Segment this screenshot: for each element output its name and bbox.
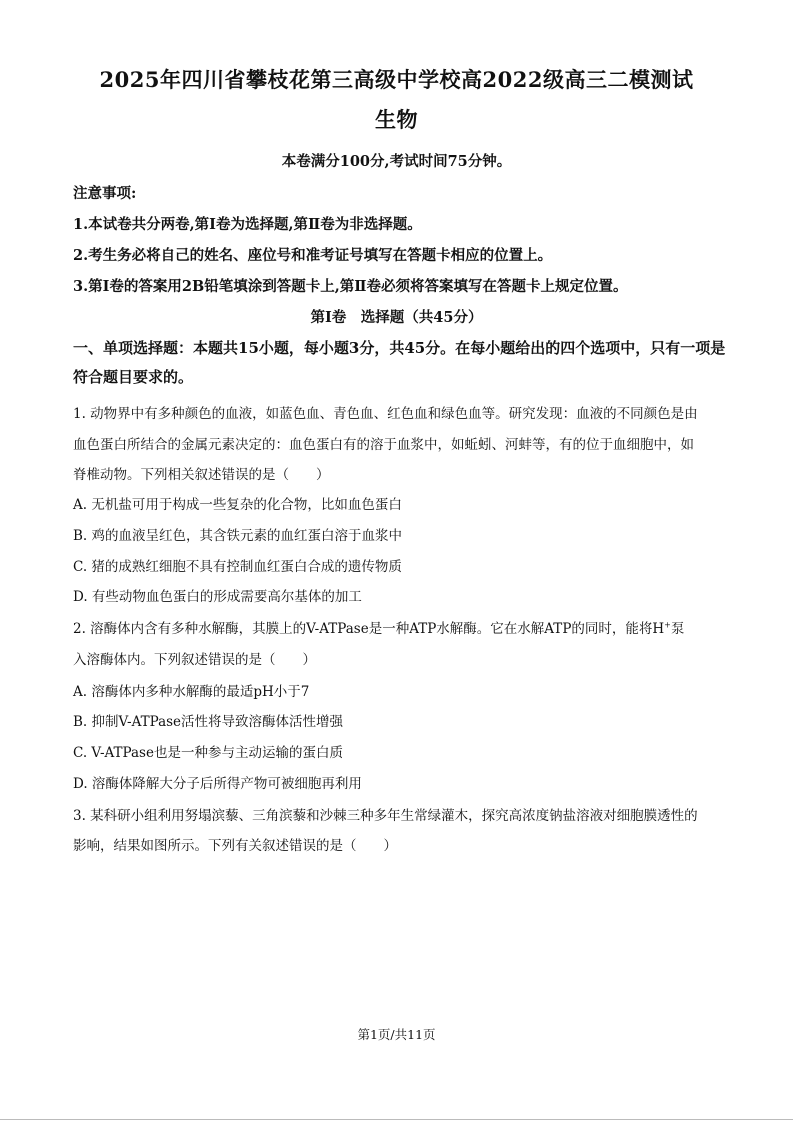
q1-stem-line-2: 血色蛋白所结合的金属元素决定的：血色蛋白有的溶于血浆中，如蚯蚓、河蚌等，有的位于血细胞中，如	[73, 437, 694, 453]
bottom-divider	[0, 1119, 793, 1120]
note-item-3: 3.第Ⅰ卷的答案用2B铅笔填涂到答题卡上,第Ⅱ卷必须将答案填写在答题卡上规定位置。	[73, 278, 628, 295]
part1-instruction: 一、单项选择题：本题共15小题，每小题3分，共45分。在每小题给出的四个选项中，只有一项是符合题目要求的。	[73, 339, 726, 386]
notes-heading: 注意事项:	[73, 185, 137, 202]
q2-option-d: D. 溶酶体降解大分子后所得产物可被细胞再利用	[73, 776, 362, 792]
q1-stem-line-3: 脊椎动物。下列相关叙述错误的是（ ）	[73, 467, 330, 483]
q1-option-b: B. 鸡的血液呈红色，其含铁元素的血红蛋白溶于血浆中	[73, 528, 403, 544]
q2-stem-line-2: 入溶酶体内。下列叙述错误的是（ ）	[73, 652, 316, 668]
q2-stem-line-1-end: 泵	[670, 621, 685, 637]
q2-option-a: A. 溶酶体内多种水解酶的最适pH小于7	[73, 684, 310, 700]
note-item-2: 2.考生务必将自己的姓名、座位号和准考证号填写在答题卡相应的位置上。	[73, 247, 553, 264]
part1-title: 第Ⅰ卷 选择题（共45分）	[310, 309, 483, 326]
q2-hydrogen-charge: +	[664, 620, 671, 630]
q3-stem-line-2: 影响，结果如图所示。下列有关叙述错误的是（ ）	[73, 838, 397, 854]
q2-stem-line-1-text: 2. 溶酶体内含有多种水解酶，其膜上的V-ATPase是一种ATP水解酶。它在水解ATP的同时，能将H	[73, 621, 665, 637]
q1-option-a: A. 无机盐可用于构成一些复杂的化合物，比如血色蛋白	[73, 497, 402, 513]
exam-title: 2025年四川省攀枝花第三高级中学校高2022级高三二模测试	[99, 67, 694, 92]
exam-info: 本卷满分100分,考试时间75分钟。	[281, 153, 512, 170]
q1-stem-line-1: 1. 动物界中有多种颜色的血液，如蓝色血、青色血、红色血和绿色血等。研究发现：血液的不同颜色是由	[73, 406, 698, 422]
q1-option-d: D. 有些动物血色蛋白的形成需要高尔基体的加工	[73, 589, 362, 605]
q2-stem-line-1	[73, 617, 684, 637]
q2-option-c: C. V-ATPase也是一种参与主动运输的蛋白质	[73, 745, 343, 761]
q2-option-b: B. 抑制V-ATPase活性将导致溶酶体活性增强	[73, 714, 344, 730]
q1-option-c: C. 猪的成熟红细胞不具有控制血红蛋白合成的遗传物质	[73, 559, 402, 575]
subject-title: 生物	[375, 107, 418, 132]
page-number: 第1页/共11页	[357, 1027, 436, 1042]
q3-stem-line-1: 3. 某科研小组利用努塌滨藜、三角滨藜和沙棘三种多年生常绿灌木，探究高浓度钠盐溶液对细胞膜透性的	[73, 808, 698, 824]
note-item-1: 1.本试卷共分两卷,第Ⅰ卷为选择题,第Ⅱ卷为非选择题。	[73, 216, 422, 233]
